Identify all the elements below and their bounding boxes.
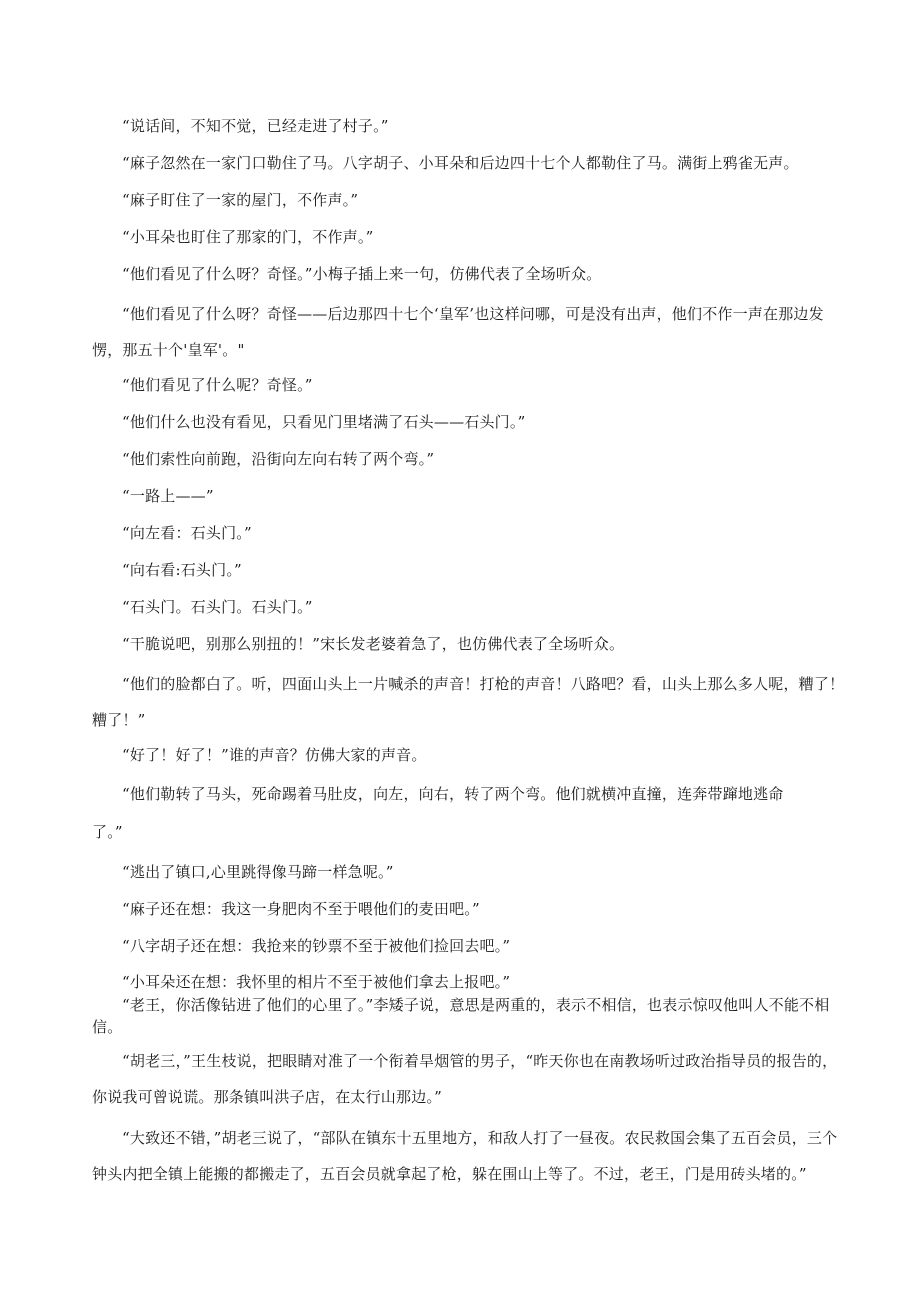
paragraph: “他们的脸都白了。听，四面山头上一片喊杀的声音！打枪的声音！八路吧？看，山头上那么多人呢，糟了！糟了！”	[92, 675, 845, 729]
paragraph: “他们什么也没有看见，只看见门里堵满了石头——石头门。”	[122, 413, 526, 431]
paragraph: “小耳朵也盯住了那家的门，不作声。”	[122, 228, 374, 246]
paragraph: “麻子还在想：我这一身肥肉不至于喂他们的麦田吧。”	[122, 900, 480, 918]
paragraph: “一路上——”	[122, 487, 214, 505]
paragraph: “他们看见了什么呀？奇怪。”小梅子插上来一句，仿佛代表了全场听众。	[122, 265, 602, 283]
paragraph: “他们勒转了马头，死命踢着马肚皮，向左，向右，转了两个弯。他们就横冲直撞，连奔带蹿地逃命	[122, 785, 784, 803]
paragraph: “石头门。石头门。石头门。”	[122, 598, 313, 616]
paragraph: “逃出了镇口,心里跳得像马蹄一样急呢。”	[122, 863, 394, 881]
paragraph: “他们索性向前跑，沿街向左向右转了两个弯。”	[122, 450, 435, 468]
paragraph: “干脆说吧，别那么别扭的！”宋长发老婆着急了，也仿佛代表了全场听众。	[122, 635, 625, 653]
paragraph: “说话间，不知不觉，已经走进了村子。”	[122, 117, 389, 135]
paragraph: “大致还不错，”胡老三说了，“部队在镇东十五里地方，和敌人打了一昼夜。农民救国会集了五百会员，三个钟头内把全镇上能搬的都搬走了，五百会员就拿起了枪，躲在围山上等了。不过，老王，门是用砖头堵的。”	[92, 1129, 838, 1183]
paragraph: “八字胡子还在想：我抢来的钞票不至于被他们捡回去吧。”	[122, 937, 511, 955]
paragraph: “小耳朵还在想：我怀里的相片不至于被他们拿去上报吧。”	[122, 973, 511, 991]
paragraph-continuation: 了。”	[92, 823, 123, 841]
paragraph: “他们看见了什么呀？奇怪——后边那四十七个‘皇军’也这样问哪，可是没有出声，他们不作一声在那边发愣，那五十个'皇军'。"	[92, 305, 824, 359]
paragraph: “向左看：石头门。”	[122, 524, 252, 542]
paragraph: “他们看见了什么呢？奇怪。”	[122, 376, 313, 394]
paragraph: “麻子忽然在一家门口勒住了马。八字胡子、小耳朵和后边四十七个人都勒住了马。满街上鸦雀无声。	[122, 154, 799, 172]
paragraph: “老王，你活像钻进了他们的心里了。”李矮子说，意思是两重的，表示不相信，也表示惊叹他叫人不能不相信。	[92, 996, 830, 1036]
paragraph: “胡老三，”王生枝说，把眼睛对准了一个衔着旱烟管的男子，“昨天你也在南教场听过政治指导员的报告的，你说我可曾说谎。那条镇叫洪子店，在太行山那边。”	[92, 1052, 838, 1106]
paragraph: “麻子盯住了一家的屋门，不作声。”	[122, 191, 359, 209]
paragraph: “向右看:石头门。”	[122, 561, 242, 579]
paragraph: “好了！好了！”谁的声音？仿佛大家的声音。	[122, 746, 427, 764]
